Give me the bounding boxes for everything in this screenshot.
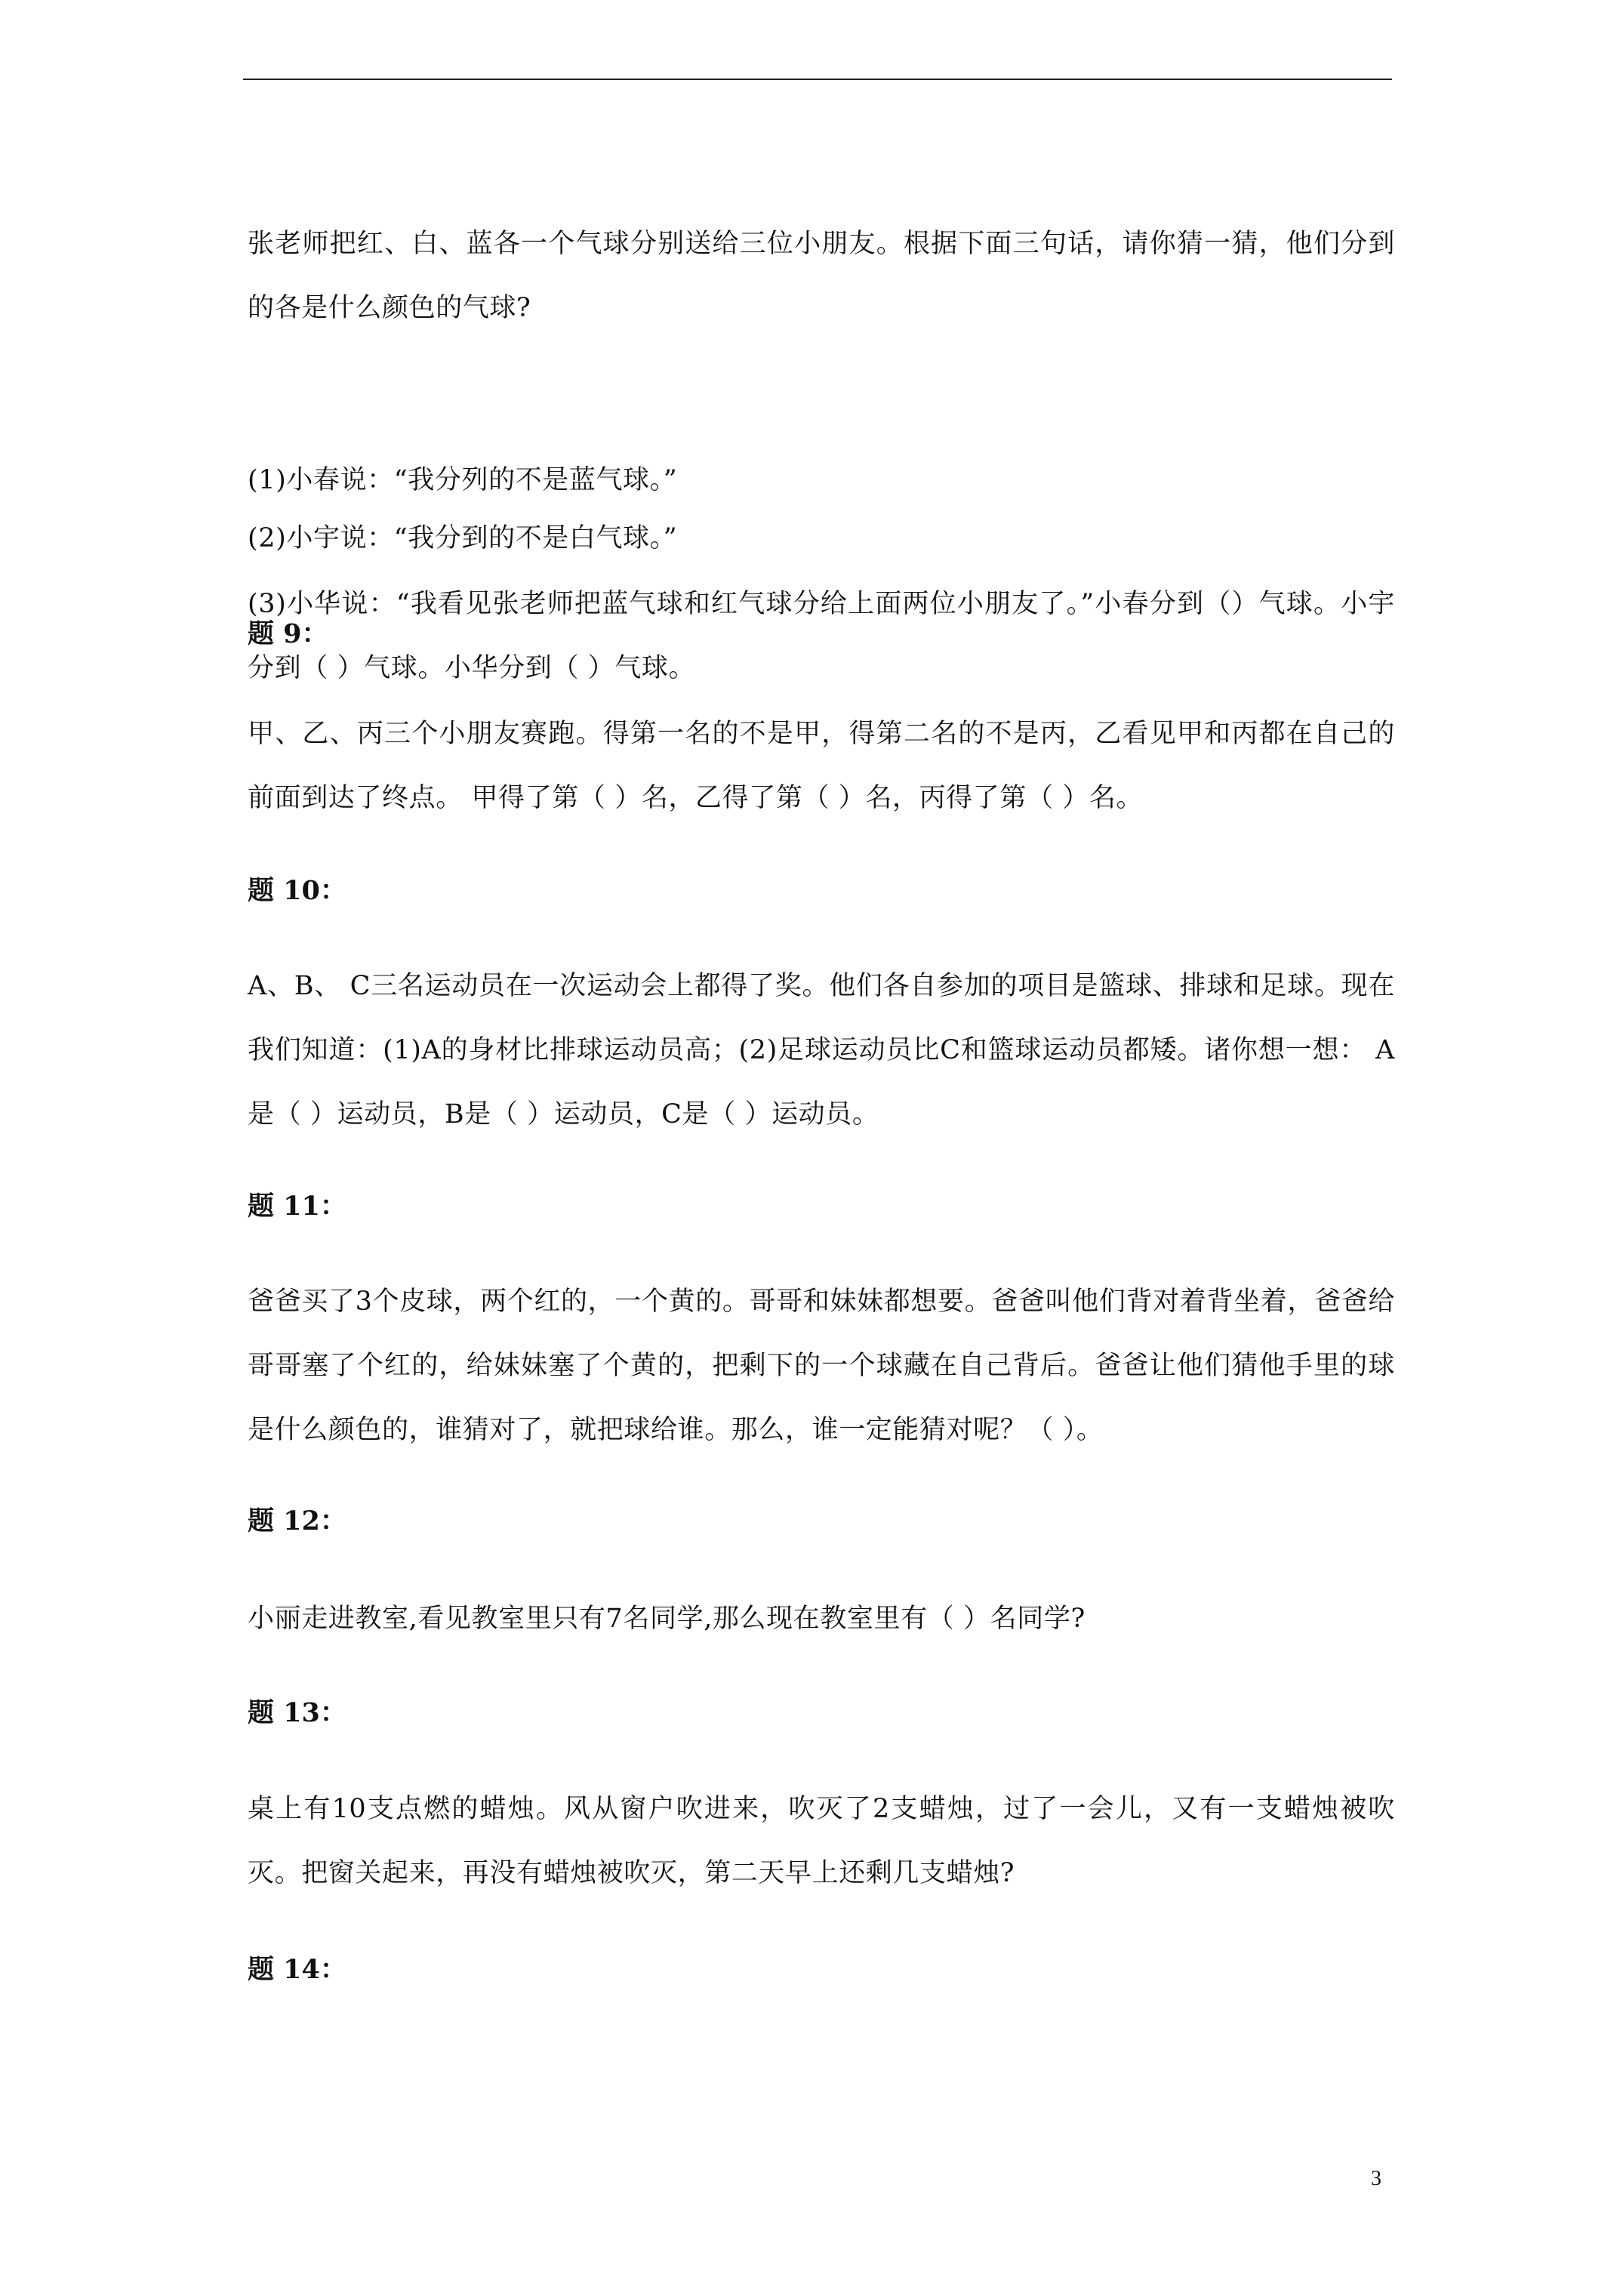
- question-13-heading: 题 13：: [248, 1697, 346, 1728]
- page-number: 3: [1371, 2167, 1381, 2190]
- clue-3-text: (3)小华说：“我看见张老师把蓝气球和红气球分给上面两位小朋友了。”小春分到（）气球。小宇分到（ ）气球。小华分到（ ）气球。: [248, 589, 1395, 683]
- question-11-text: 爸爸买了3个皮球，两个红的，一个黄的。哥哥和妹妹都想要。爸爸叫他们背对着背坐着，爸爸给哥哥塞了个红的，给妹妹塞了个黄的，把剩下的一个球藏在自己背后。爸爸让他们猜他手里的球是什么颜色的，谁猜对了，就把球给谁。那么，谁一定能猜对呢？（ ）。: [248, 1287, 1395, 1445]
- header-rule: [243, 79, 1392, 80]
- question-9-heading: 题 9：: [248, 618, 328, 649]
- clue-2: (2)小宇说：“我分到的不是白气球。”: [248, 523, 678, 553]
- question-11-heading: 题 11：: [248, 1191, 346, 1222]
- question-9-text: 甲、乙、丙三个小朋友赛跑。得第一名的不是甲，得第二名的不是丙，乙看见甲和丙都在自己的前面到达了终点。 甲得了第（ ）名，乙得了第（ ）名，丙得了第（ ）名。: [248, 719, 1395, 813]
- question-14-heading: 题 14：: [248, 1954, 346, 1985]
- question-10-text: A、B、 C三名运动员在一次运动会上都得了奖。他们各自参加的项目是篮球、排球和足球。现在我们知道：(1)A的身材比排球运动员高；(2)足球运动员比C和篮球运动员都矮。诸你想一想： A是（ ）运动员，B是（ ）运动员，C是（ ）运动员。: [248, 971, 1395, 1130]
- balloon-problem-text: 张老师把红、白、蓝各一个气球分别送给三位小朋友。根据下面三句话，请你猜一猜，他们分到的各是什么颜色的气球?: [248, 229, 1395, 323]
- question-12-heading: 题 12：: [248, 1505, 346, 1536]
- clue-1: (1)小春说：“我分列的不是蓝气球。”: [248, 465, 678, 495]
- question-13-text: 桌上有10支点燃的蜡烛。风从窗户吹进来，吹灭了2支蜡烛，过了一会儿，又有一支蜡烛被吹灭。把窗关起来，再没有蜡烛被吹灭，第二天早上还剩几支蜡烛?: [248, 1794, 1395, 1888]
- question-12-text: 小丽走进教室,看见教室里只有7名同学,那么现在教室里有（ ）名同学?: [248, 1604, 1086, 1634]
- question-10-heading: 题 10：: [248, 875, 346, 906]
